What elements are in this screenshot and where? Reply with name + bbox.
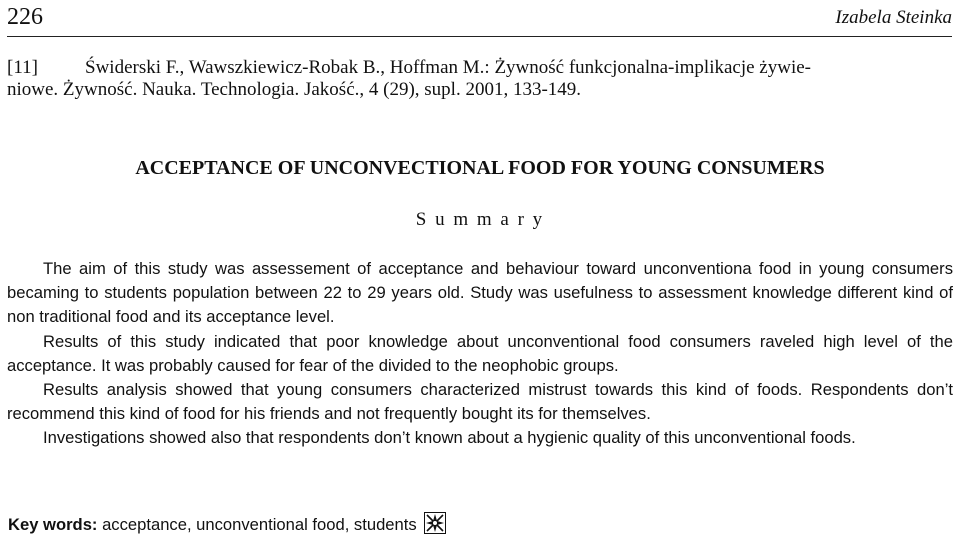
page-number: 226 — [7, 4, 43, 30]
header-rule — [7, 36, 952, 37]
abstract-paragraph: Investigations showed also that respondents don’t known about a hygienic quality of this unconventional foods. — [43, 428, 856, 448]
reference-text-line-1: Świderski F., Wawszkiewicz-Robak B., Hoffman M.: Żywność funkcjonalna-implikacje żywie- — [85, 57, 811, 78]
end-ornament-icon — [424, 512, 446, 534]
abstract-body — [7, 257, 953, 451]
reference-text-line-2: niowe. Żywność. Nauka. Technologia. Jakość., 4 (29), supl. 2001, 133-149. — [7, 79, 582, 100]
abstract-paragraph: Results analysis showed that young consumers characterized mistrust towards this kind of foods. Respondents don’t recommend this kind of food for his friends and not frequently bought its for themselves. — [7, 380, 953, 424]
keywords-label: Key words: — [8, 515, 98, 534]
page-header — [7, 2, 952, 32]
paper-title: ACCEPTANCE OF UNCONVECTIONAL FOOD FOR YOUNG CONSUMERS — [135, 157, 825, 179]
summary-heading: S u m m a r y — [415, 209, 545, 230]
keywords-line — [8, 512, 446, 537]
abstract-paragraph: The aim of this study was assessement of acceptance and behaviour toward unconventiona food in young consumers becaming to students population between 22 to 29 years old. Study was usefulness to assessment knowledge different kind of non traditional food and its acceptance level. — [7, 259, 953, 327]
keywords-text: acceptance, unconventional food, students — [102, 515, 417, 534]
running-author: Izabela Steinka — [835, 7, 952, 28]
reference-number: [11] — [7, 57, 38, 78]
abstract-paragraph: Results of this study indicated that poor knowledge about unconventional food consumers raveled high level of the acceptance. It was probably caused for fear of the divided to the neophobic groups. — [7, 331, 953, 375]
